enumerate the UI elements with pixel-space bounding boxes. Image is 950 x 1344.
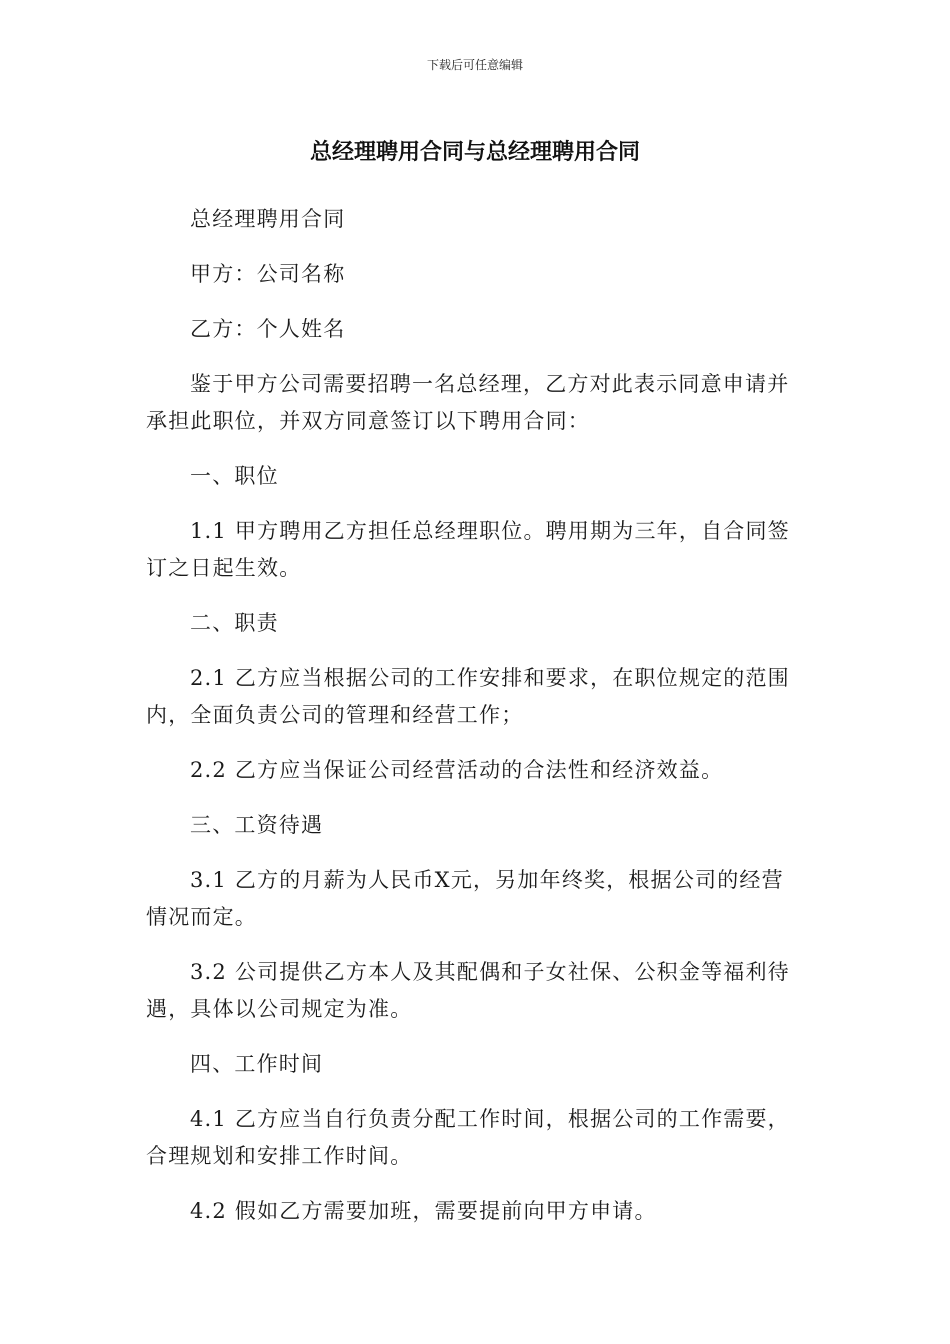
- clause-3-1: 3.1 乙方的月薪为人民币X元，另加年终奖，根据公司的经营情况而定。: [146, 868, 784, 929]
- clause-2-2: 2.2 乙方应当保证公司经营活动的合法性和经济效益。: [190, 758, 724, 782]
- document-body: [146, 201, 794, 1248]
- section-heading-salary: 三、工资待遇: [190, 813, 324, 837]
- clause-1-1: 1.1 甲方聘用乙方担任总经理职位。聘用期为三年，自合同签订之日起生效。: [146, 519, 790, 580]
- preamble: 鉴于甲方公司需要招聘一名总经理，乙方对此表示同意申请并承担此职位，并双方同意签订以下聘用合同：: [146, 372, 790, 433]
- section-heading-working-hours: 四、工作时间: [190, 1052, 324, 1076]
- party-a: 甲方：公司名称: [190, 262, 346, 286]
- clause-4-2: 4.2 假如乙方需要加班，需要提前向甲方申请。: [190, 1199, 657, 1223]
- section-heading-duties: 二、职责: [190, 611, 279, 635]
- page-header-note: 下载后可任意编辑: [426, 58, 523, 72]
- document-title: 总经理聘用合同与总经理聘用合同: [309, 140, 640, 165]
- party-b: 乙方：个人姓名: [190, 317, 346, 341]
- clause-3-2: 3.2 公司提供乙方本人及其配偶和子女社保、公积金等福利待遇，具体以公司规定为准。: [146, 960, 790, 1021]
- clause-4-1: 4.1 乙方应当自行负责分配工作时间，根据公司的工作需要，合理规划和安排工作时间。: [146, 1107, 790, 1168]
- clause-2-1: 2.1 乙方应当根据公司的工作安排和要求，在职位规定的范围内，全面负责公司的管理和经营工作；: [146, 666, 790, 727]
- section-heading-position: 一、职位: [190, 464, 279, 488]
- contract-heading: 总经理聘用合同: [190, 207, 346, 231]
